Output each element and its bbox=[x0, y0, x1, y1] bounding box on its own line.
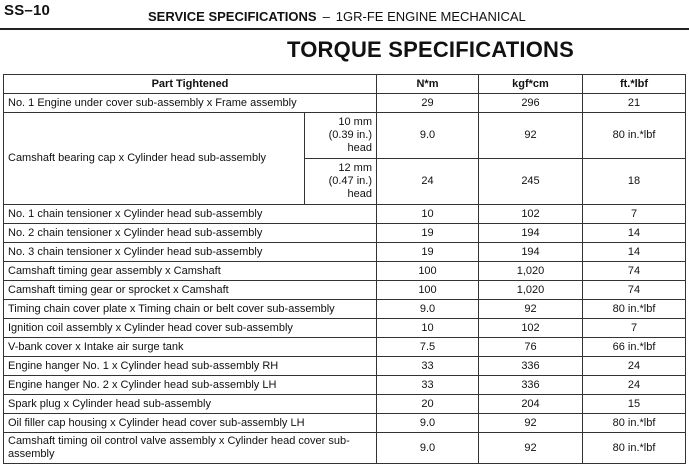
ftlbf-cell: 21 bbox=[583, 94, 686, 113]
part-cell: No. 3 chain tensioner x Cylinder head sub-assembly bbox=[4, 243, 377, 262]
table-row bbox=[4, 281, 686, 300]
part-cell: Camshaft timing gear assembly x Camshaft bbox=[4, 262, 377, 281]
part-cell: Engine hanger No. 1 x Cylinder head sub-assembly RH bbox=[4, 357, 377, 376]
nm-cell: 10 bbox=[377, 205, 479, 224]
nm-cell: 100 bbox=[377, 262, 479, 281]
part-cell: No. 1 chain tensioner x Cylinder head sub-assembly bbox=[4, 205, 377, 224]
ftlbf-cell: 74 bbox=[583, 281, 686, 300]
nm-cell: 7.5 bbox=[377, 338, 479, 357]
table-row bbox=[4, 94, 686, 113]
kgfcm-cell: 194 bbox=[479, 243, 583, 262]
kgfcm-cell: 296 bbox=[479, 94, 583, 113]
part-cell: V-bank cover x Intake air surge tank bbox=[4, 338, 377, 357]
running-header bbox=[148, 9, 526, 24]
kgfcm-cell: 1,020 bbox=[479, 281, 583, 300]
nm-cell: 19 bbox=[377, 224, 479, 243]
ftlbf-cell: 24 bbox=[583, 357, 686, 376]
ftlbf-cell: 14 bbox=[583, 224, 686, 243]
nm-cell: 9.0 bbox=[377, 113, 479, 159]
col-header-part: Part Tightened bbox=[4, 75, 377, 94]
ftlbf-cell: 7 bbox=[583, 319, 686, 338]
ftlbf-cell: 80 in.*lbf bbox=[583, 300, 686, 319]
table-row bbox=[4, 376, 686, 395]
ftlbf-cell: 24 bbox=[583, 376, 686, 395]
section-title: SERVICE SPECIFICATIONS bbox=[148, 9, 317, 24]
subsection-title: 1GR-FE ENGINE MECHANICAL bbox=[335, 9, 526, 24]
nm-cell: 9.0 bbox=[377, 300, 479, 319]
nm-cell: 33 bbox=[377, 357, 479, 376]
bolt-size-line: 10 mm bbox=[338, 116, 372, 128]
part-cell: Oil filler cap housing x Cylinder head cover sub-assembly LH bbox=[4, 414, 377, 433]
ftlbf-cell: 18 bbox=[583, 159, 686, 205]
col-header-kgfcm: kgf*cm bbox=[479, 75, 583, 94]
nm-cell: 9.0 bbox=[377, 414, 479, 433]
kgfcm-cell: 92 bbox=[479, 433, 583, 464]
nm-cell: 24 bbox=[377, 159, 479, 205]
nm-cell: 20 bbox=[377, 395, 479, 414]
bolt-size-line: head bbox=[347, 142, 372, 154]
part-cell: Timing chain cover plate x Timing chain or belt cover sub-assembly bbox=[4, 300, 377, 319]
kgfcm-cell: 92 bbox=[479, 414, 583, 433]
part-cell: Camshaft timing oil control valve assembly x Cylinder head cover sub-assembly bbox=[4, 433, 377, 464]
nm-cell: 10 bbox=[377, 319, 479, 338]
table-row bbox=[4, 243, 686, 262]
kgfcm-cell: 194 bbox=[479, 224, 583, 243]
kgfcm-cell: 1,020 bbox=[479, 262, 583, 281]
col-header-nm: N*m bbox=[377, 75, 479, 94]
torque-spec-table bbox=[3, 74, 686, 464]
table-row bbox=[4, 319, 686, 338]
table-row bbox=[4, 205, 686, 224]
ftlbf-cell: 15 bbox=[583, 395, 686, 414]
part-cell: Engine hanger No. 2 x Cylinder head sub-assembly LH bbox=[4, 376, 377, 395]
kgfcm-cell: 102 bbox=[479, 205, 583, 224]
header-separator: – bbox=[322, 9, 330, 24]
nm-cell: 33 bbox=[377, 376, 479, 395]
header-rule bbox=[0, 28, 689, 30]
ftlbf-cell: 14 bbox=[583, 243, 686, 262]
part-cell: Ignition coil assembly x Cylinder head cover sub-assembly bbox=[4, 319, 377, 338]
kgfcm-cell: 102 bbox=[479, 319, 583, 338]
page-number: SS–10 bbox=[4, 2, 51, 19]
kgfcm-cell: 92 bbox=[479, 300, 583, 319]
page-title: TORQUE SPECIFICATIONS bbox=[287, 37, 574, 62]
ftlbf-cell: 74 bbox=[583, 262, 686, 281]
part-cell: Camshaft timing gear or sprocket x Camshaft bbox=[4, 281, 377, 300]
table-row bbox=[4, 113, 686, 159]
ftlbf-cell: 80 in.*lbf bbox=[583, 414, 686, 433]
table-row bbox=[4, 395, 686, 414]
nm-cell: 9.0 bbox=[377, 433, 479, 464]
part-cell: No. 1 Engine under cover sub-assembly x Frame assembly bbox=[4, 94, 377, 113]
bolt-size-line: (0.39 in.) bbox=[328, 129, 372, 141]
part-cell: No. 2 chain tensioner x Cylinder head sub-assembly bbox=[4, 224, 377, 243]
kgfcm-cell: 76 bbox=[479, 338, 583, 357]
nm-cell: 100 bbox=[377, 281, 479, 300]
table-header-row bbox=[4, 75, 686, 94]
table-row bbox=[4, 433, 686, 464]
table-row bbox=[4, 224, 686, 243]
table-row bbox=[4, 414, 686, 433]
part-cell: Spark plug x Cylinder head sub-assembly bbox=[4, 395, 377, 414]
ftlbf-cell: 66 in.*lbf bbox=[583, 338, 686, 357]
nm-cell: 19 bbox=[377, 243, 479, 262]
bolt-size-line: 12 mm bbox=[338, 162, 372, 174]
kgfcm-cell: 204 bbox=[479, 395, 583, 414]
nm-cell: 29 bbox=[377, 94, 479, 113]
ftlbf-cell: 80 in.*lbf bbox=[583, 113, 686, 159]
ftlbf-cell: 7 bbox=[583, 205, 686, 224]
part-cell: Camshaft bearing cap x Cylinder head sub-assembly bbox=[4, 113, 305, 205]
bolt-size-line: (0.47 in.) bbox=[328, 175, 372, 187]
kgfcm-cell: 92 bbox=[479, 113, 583, 159]
kgfcm-cell: 336 bbox=[479, 376, 583, 395]
table-row bbox=[4, 338, 686, 357]
bolt-size-cell bbox=[305, 113, 377, 159]
ftlbf-cell: 80 in.*lbf bbox=[583, 433, 686, 464]
table-row bbox=[4, 357, 686, 376]
table-row bbox=[4, 262, 686, 281]
kgfcm-cell: 245 bbox=[479, 159, 583, 205]
bolt-size-cell bbox=[305, 159, 377, 205]
kgfcm-cell: 336 bbox=[479, 357, 583, 376]
col-header-ftlbf: ft.*lbf bbox=[583, 75, 686, 94]
table-row bbox=[4, 300, 686, 319]
bolt-size-line: head bbox=[347, 188, 372, 200]
